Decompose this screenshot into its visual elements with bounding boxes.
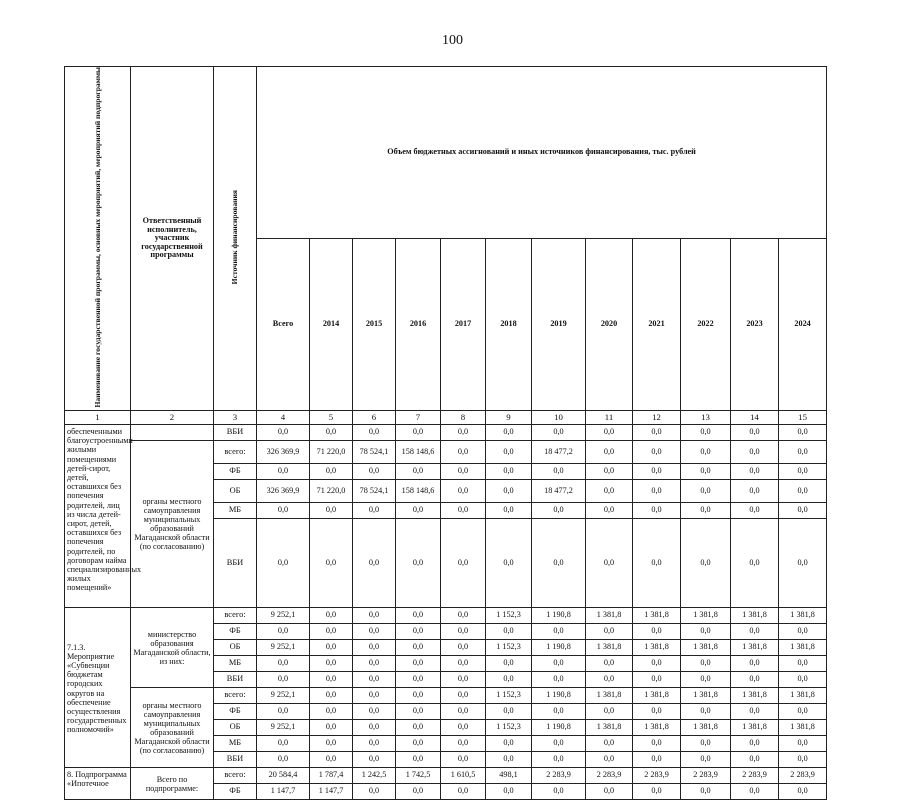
value-cell: 0,0 xyxy=(353,688,396,704)
value-cell: 0,0 xyxy=(257,503,310,519)
value-cell: 326 369,9 xyxy=(257,480,310,503)
header-year-cell: Всего xyxy=(257,239,310,411)
value-cell: 0,0 xyxy=(586,480,633,503)
value-cell: 0,0 xyxy=(532,519,586,608)
value-cell: 1 610,5 xyxy=(441,768,486,784)
value-cell: 0,0 xyxy=(486,441,532,464)
value-cell: 0,0 xyxy=(731,519,779,608)
value-cell: 0,0 xyxy=(586,503,633,519)
value-cell: 18 477,2 xyxy=(532,441,586,464)
table-row xyxy=(65,425,827,441)
value-cell: 0,0 xyxy=(396,624,441,640)
value-cell: 1 381,8 xyxy=(731,640,779,656)
value-cell: 2 283,9 xyxy=(731,768,779,784)
value-cell: 9 252,1 xyxy=(257,688,310,704)
value-cell: 1 381,8 xyxy=(779,720,827,736)
budget-table xyxy=(64,66,827,800)
column-number-cell: 3 xyxy=(214,411,257,425)
value-cell: 0,0 xyxy=(353,624,396,640)
value-cell: 0,0 xyxy=(396,464,441,480)
column-number-cell: 12 xyxy=(633,411,681,425)
value-cell: 0,0 xyxy=(586,736,633,752)
value-cell: 71 220,0 xyxy=(310,441,353,464)
value-cell: 0,0 xyxy=(731,752,779,768)
value-cell: 0,0 xyxy=(396,720,441,736)
value-cell: 0,0 xyxy=(310,624,353,640)
value-cell: 0,0 xyxy=(532,672,586,688)
value-cell: 0,0 xyxy=(441,784,486,800)
value-cell: 0,0 xyxy=(681,704,731,720)
value-cell: 0,0 xyxy=(396,608,441,624)
value-cell: 0,0 xyxy=(586,656,633,672)
column-number-cell: 8 xyxy=(441,411,486,425)
value-cell: 0,0 xyxy=(779,425,827,441)
source-cell: ВБИ xyxy=(214,425,257,441)
value-cell: 1 381,8 xyxy=(681,608,731,624)
value-cell: 0,0 xyxy=(441,656,486,672)
value-cell: 0,0 xyxy=(681,784,731,800)
value-cell: 0,0 xyxy=(731,704,779,720)
value-cell: 1 152,3 xyxy=(486,720,532,736)
value-cell: 158 148,6 xyxy=(396,441,441,464)
value-cell: 0,0 xyxy=(681,752,731,768)
source-cell: всего: xyxy=(214,688,257,704)
value-cell: 1 152,3 xyxy=(486,688,532,704)
value-cell: 0,0 xyxy=(441,608,486,624)
value-cell: 0,0 xyxy=(441,640,486,656)
value-cell: 0,0 xyxy=(310,656,353,672)
value-cell: 0,0 xyxy=(257,736,310,752)
value-cell: 0,0 xyxy=(779,480,827,503)
header-year-cell: 2023 xyxy=(731,239,779,411)
value-cell: 1 381,8 xyxy=(681,688,731,704)
column-number-cell: 5 xyxy=(310,411,353,425)
value-cell: 0,0 xyxy=(310,752,353,768)
value-cell: 158 148,6 xyxy=(396,480,441,503)
value-cell: 0,0 xyxy=(353,736,396,752)
value-cell: 0,0 xyxy=(441,704,486,720)
value-cell: 1 381,8 xyxy=(779,640,827,656)
empty-resp-cell xyxy=(131,425,214,441)
value-cell: 0,0 xyxy=(441,519,486,608)
value-cell: 0,0 xyxy=(441,688,486,704)
value-cell: 1 381,8 xyxy=(633,640,681,656)
value-cell: 0,0 xyxy=(353,425,396,441)
column-number-cell: 7 xyxy=(396,411,441,425)
source-cell: ФБ xyxy=(214,464,257,480)
value-cell: 0,0 xyxy=(779,503,827,519)
source-cell: всего: xyxy=(214,441,257,464)
value-cell: 0,0 xyxy=(486,464,532,480)
value-cell: 0,0 xyxy=(310,720,353,736)
value-cell: 1 381,8 xyxy=(586,720,633,736)
value-cell: 0,0 xyxy=(396,425,441,441)
value-cell: 1 742,5 xyxy=(396,768,441,784)
table-row xyxy=(65,768,827,784)
value-cell: 1 190,8 xyxy=(532,720,586,736)
value-cell: 0,0 xyxy=(257,752,310,768)
value-cell: 0,0 xyxy=(396,672,441,688)
source-cell: ОБ xyxy=(214,720,257,736)
responsible-cell: министерство образования Магаданской области, из них: xyxy=(131,608,214,688)
header-source-text: Источник финансирования xyxy=(230,190,240,285)
value-cell: 0,0 xyxy=(633,784,681,800)
header-year-cell: 2015 xyxy=(353,239,396,411)
value-cell: 0,0 xyxy=(396,640,441,656)
header-year-cell: 2017 xyxy=(441,239,486,411)
value-cell: 1 787,4 xyxy=(310,768,353,784)
value-cell: 0,0 xyxy=(257,464,310,480)
source-cell: ВБИ xyxy=(214,672,257,688)
value-cell: 0,0 xyxy=(486,425,532,441)
value-cell: 1 190,8 xyxy=(532,640,586,656)
value-cell: 1 381,8 xyxy=(586,608,633,624)
value-cell: 2 283,9 xyxy=(532,768,586,784)
header-year-cell: 2021 xyxy=(633,239,681,411)
column-number-cell: 10 xyxy=(532,411,586,425)
activity-name-cell: 7.1.3. Мероприятие «Субвенции бюджетам городских округов на обеспечение осуществления государственных полномочий» xyxy=(65,608,131,768)
value-cell: 0,0 xyxy=(779,784,827,800)
value-cell: 1 381,8 xyxy=(633,688,681,704)
value-cell: 0,0 xyxy=(586,624,633,640)
value-cell: 0,0 xyxy=(310,688,353,704)
subprogram-name-cell: 8. Подпрограмма «Ипотечное xyxy=(65,768,131,800)
value-cell: 0,0 xyxy=(681,480,731,503)
value-cell: 0,0 xyxy=(441,624,486,640)
value-cell: 0,0 xyxy=(310,640,353,656)
value-cell: 1 381,8 xyxy=(731,608,779,624)
value-cell: 0,0 xyxy=(731,464,779,480)
value-cell: 1 147,7 xyxy=(257,784,310,800)
value-cell: 0,0 xyxy=(396,704,441,720)
source-cell: ФБ xyxy=(214,624,257,640)
value-cell: 0,0 xyxy=(633,752,681,768)
value-cell: 0,0 xyxy=(731,425,779,441)
value-cell: 0,0 xyxy=(779,752,827,768)
value-cell: 0,0 xyxy=(586,672,633,688)
value-cell: 1 381,8 xyxy=(586,640,633,656)
value-cell: 0,0 xyxy=(396,688,441,704)
value-cell: 0,0 xyxy=(633,519,681,608)
value-cell: 71 220,0 xyxy=(310,480,353,503)
value-cell: 0,0 xyxy=(441,736,486,752)
value-cell: 0,0 xyxy=(441,480,486,503)
value-cell: 0,0 xyxy=(779,441,827,464)
value-cell: 0,0 xyxy=(532,503,586,519)
value-cell: 0,0 xyxy=(779,624,827,640)
value-cell: 0,0 xyxy=(779,519,827,608)
value-cell: 0,0 xyxy=(731,672,779,688)
value-cell: 20 584,4 xyxy=(257,768,310,784)
source-cell: ВБИ xyxy=(214,752,257,768)
value-cell: 0,0 xyxy=(353,704,396,720)
value-cell: 0,0 xyxy=(310,736,353,752)
value-cell: 0,0 xyxy=(353,503,396,519)
value-cell: 0,0 xyxy=(486,736,532,752)
header-year-cell: 2024 xyxy=(779,239,827,411)
value-cell: 78 524,1 xyxy=(353,441,396,464)
value-cell: 0,0 xyxy=(586,704,633,720)
responsible-cell: органы местного самоуправления муниципальных образований Магаданской области (по согласованию) xyxy=(131,441,214,608)
column-number-cell: 6 xyxy=(353,411,396,425)
value-cell: 0,0 xyxy=(396,656,441,672)
value-cell: 9 252,1 xyxy=(257,720,310,736)
value-cell: 0,0 xyxy=(532,736,586,752)
value-cell: 0,0 xyxy=(353,640,396,656)
value-cell: 0,0 xyxy=(396,519,441,608)
value-cell: 0,0 xyxy=(257,672,310,688)
value-cell: 0,0 xyxy=(681,736,731,752)
value-cell: 1 152,3 xyxy=(486,640,532,656)
value-cell: 1 381,8 xyxy=(731,720,779,736)
value-cell: 0,0 xyxy=(257,656,310,672)
column-number-cell: 11 xyxy=(586,411,633,425)
header-resp-col xyxy=(131,67,214,411)
value-cell: 1 190,8 xyxy=(532,688,586,704)
value-cell: 1 381,8 xyxy=(633,720,681,736)
value-cell: 0,0 xyxy=(633,441,681,464)
source-cell: всего: xyxy=(214,608,257,624)
value-cell: 0,0 xyxy=(486,503,532,519)
value-cell: 0,0 xyxy=(681,441,731,464)
value-cell: 0,0 xyxy=(486,752,532,768)
value-cell: 0,0 xyxy=(586,464,633,480)
value-cell: 1 381,8 xyxy=(681,720,731,736)
value-cell: 0,0 xyxy=(779,656,827,672)
header-resp-text: Ответственный исполнитель, участник государственной программы xyxy=(141,216,203,260)
value-cell: 0,0 xyxy=(681,503,731,519)
value-cell: 0,0 xyxy=(310,672,353,688)
value-cell: 0,0 xyxy=(633,736,681,752)
source-cell: ВБИ xyxy=(214,519,257,608)
value-cell: 0,0 xyxy=(633,624,681,640)
source-cell: ОБ xyxy=(214,480,257,503)
column-number-cell: 9 xyxy=(486,411,532,425)
value-cell: 0,0 xyxy=(353,672,396,688)
value-cell: 326 369,9 xyxy=(257,441,310,464)
value-cell: 0,0 xyxy=(532,464,586,480)
value-cell: 0,0 xyxy=(779,736,827,752)
value-cell: 0,0 xyxy=(486,784,532,800)
header-year-cell: 2020 xyxy=(586,239,633,411)
value-cell: 0,0 xyxy=(681,519,731,608)
value-cell: 0,0 xyxy=(681,425,731,441)
responsible-cell: Всего по подпрограмме: xyxy=(131,768,214,800)
value-cell: 0,0 xyxy=(532,752,586,768)
value-cell: 0,0 xyxy=(396,784,441,800)
value-cell: 9 252,1 xyxy=(257,640,310,656)
source-cell: ФБ xyxy=(214,704,257,720)
value-cell: 0,0 xyxy=(532,704,586,720)
column-number-cell: 13 xyxy=(681,411,731,425)
value-cell: 0,0 xyxy=(681,672,731,688)
header-name-col xyxy=(65,67,131,411)
page-number: 100 xyxy=(442,33,463,48)
value-cell: 1 242,5 xyxy=(353,768,396,784)
value-cell: 0,0 xyxy=(396,752,441,768)
value-cell: 1 381,8 xyxy=(586,688,633,704)
value-cell: 0,0 xyxy=(486,704,532,720)
column-numbers-row xyxy=(65,411,827,425)
value-cell: 0,0 xyxy=(486,656,532,672)
value-cell: 0,0 xyxy=(486,480,532,503)
value-cell: 0,0 xyxy=(486,672,532,688)
value-cell: 0,0 xyxy=(681,656,731,672)
value-cell: 1 381,8 xyxy=(633,608,681,624)
table-row xyxy=(65,688,827,704)
column-number-cell: 2 xyxy=(131,411,214,425)
header-name-text: Наименование государственной программы, основных мероприятий, мероприятий подпрограммы xyxy=(92,67,102,408)
value-cell: 0,0 xyxy=(310,608,353,624)
value-cell: 0,0 xyxy=(731,784,779,800)
table-row xyxy=(65,441,827,464)
value-cell: 0,0 xyxy=(532,656,586,672)
value-cell: 0,0 xyxy=(681,464,731,480)
source-cell: ФБ xyxy=(214,784,257,800)
value-cell: 0,0 xyxy=(353,752,396,768)
source-cell: ОБ xyxy=(214,640,257,656)
value-cell: 0,0 xyxy=(441,464,486,480)
value-cell: 0,0 xyxy=(633,480,681,503)
value-cell: 0,0 xyxy=(633,656,681,672)
table-row xyxy=(65,608,827,624)
value-cell: 1 152,3 xyxy=(486,608,532,624)
value-cell: 0,0 xyxy=(396,736,441,752)
value-cell: 1 381,8 xyxy=(779,688,827,704)
value-cell: 0,0 xyxy=(257,519,310,608)
value-cell: 0,0 xyxy=(633,464,681,480)
value-cell: 1 381,8 xyxy=(681,640,731,656)
value-cell: 0,0 xyxy=(353,464,396,480)
header-year-cell: 2022 xyxy=(681,239,731,411)
value-cell: 0,0 xyxy=(731,624,779,640)
value-cell: 0,0 xyxy=(633,704,681,720)
value-cell: 2 283,9 xyxy=(633,768,681,784)
value-cell: 0,0 xyxy=(633,672,681,688)
value-cell: 0,0 xyxy=(586,752,633,768)
header-source-col xyxy=(214,67,257,411)
value-cell: 0,0 xyxy=(441,672,486,688)
column-number-cell: 4 xyxy=(257,411,310,425)
value-cell: 0,0 xyxy=(310,425,353,441)
value-cell: 2 283,9 xyxy=(779,768,827,784)
value-cell: 0,0 xyxy=(396,503,441,519)
value-cell: 0,0 xyxy=(441,441,486,464)
source-cell: МБ xyxy=(214,503,257,519)
value-cell: 0,0 xyxy=(310,503,353,519)
value-cell: 0,0 xyxy=(586,441,633,464)
source-cell: МБ xyxy=(214,736,257,752)
header-funding-title: Объем бюджетных ассигнований и иных источников финансирования, тыс. рублей xyxy=(257,67,827,239)
value-cell: 0,0 xyxy=(532,624,586,640)
value-cell: 0,0 xyxy=(633,503,681,519)
value-cell: 0,0 xyxy=(586,425,633,441)
value-cell: 1 381,8 xyxy=(731,688,779,704)
value-cell: 0,0 xyxy=(731,480,779,503)
value-cell: 0,0 xyxy=(779,704,827,720)
value-cell: 0,0 xyxy=(441,720,486,736)
value-cell: 0,0 xyxy=(731,441,779,464)
value-cell: 18 477,2 xyxy=(532,480,586,503)
header-year-cell: 2018 xyxy=(486,239,532,411)
value-cell: 0,0 xyxy=(779,464,827,480)
value-cell: 0,0 xyxy=(441,425,486,441)
program-name-cell: обеспеченными благоустроенными жилыми помещениями детей-сирот, детей, оставшихся без попечения родителей, лиц из числа детей-сирот, детей, оставшихся без попечения родителей, по договорам найма специализированных жилых помещений» xyxy=(65,425,131,608)
value-cell: 0,0 xyxy=(586,784,633,800)
responsible-cell: органы местного самоуправления муниципальных образований Магаданской области (по согласованию) xyxy=(131,688,214,768)
value-cell: 0,0 xyxy=(353,608,396,624)
value-cell: 0,0 xyxy=(731,736,779,752)
value-cell: 0,0 xyxy=(310,519,353,608)
value-cell: 0,0 xyxy=(731,503,779,519)
value-cell: 9 252,1 xyxy=(257,608,310,624)
value-cell: 2 283,9 xyxy=(681,768,731,784)
value-cell: 0,0 xyxy=(353,656,396,672)
value-cell: 1 381,8 xyxy=(779,608,827,624)
value-cell: 0,0 xyxy=(532,784,586,800)
header-year-cell: 2016 xyxy=(396,239,441,411)
value-cell: 0,0 xyxy=(586,519,633,608)
value-cell: 0,0 xyxy=(731,656,779,672)
value-cell: 78 524,1 xyxy=(353,480,396,503)
value-cell: 2 283,9 xyxy=(586,768,633,784)
value-cell: 0,0 xyxy=(353,784,396,800)
value-cell: 0,0 xyxy=(681,624,731,640)
value-cell: 0,0 xyxy=(441,503,486,519)
value-cell: 0,0 xyxy=(353,720,396,736)
value-cell: 0,0 xyxy=(257,624,310,640)
value-cell: 0,0 xyxy=(257,704,310,720)
value-cell: 0,0 xyxy=(257,425,310,441)
value-cell: 0,0 xyxy=(310,464,353,480)
value-cell: 1 190,8 xyxy=(532,608,586,624)
column-number-cell: 1 xyxy=(65,411,131,425)
value-cell: 0,0 xyxy=(486,624,532,640)
value-cell: 0,0 xyxy=(310,704,353,720)
header-year-cell: 2019 xyxy=(532,239,586,411)
value-cell: 0,0 xyxy=(353,519,396,608)
value-cell: 0,0 xyxy=(779,672,827,688)
column-number-cell: 14 xyxy=(731,411,779,425)
value-cell: 0,0 xyxy=(441,752,486,768)
source-cell: всего: xyxy=(214,768,257,784)
value-cell: 1 147,7 xyxy=(310,784,353,800)
value-cell: 0,0 xyxy=(486,519,532,608)
value-cell: 0,0 xyxy=(633,425,681,441)
source-cell: МБ xyxy=(214,656,257,672)
value-cell: 0,0 xyxy=(532,425,586,441)
column-number-cell: 15 xyxy=(779,411,827,425)
value-cell: 498,1 xyxy=(486,768,532,784)
header-year-cell: 2014 xyxy=(310,239,353,411)
